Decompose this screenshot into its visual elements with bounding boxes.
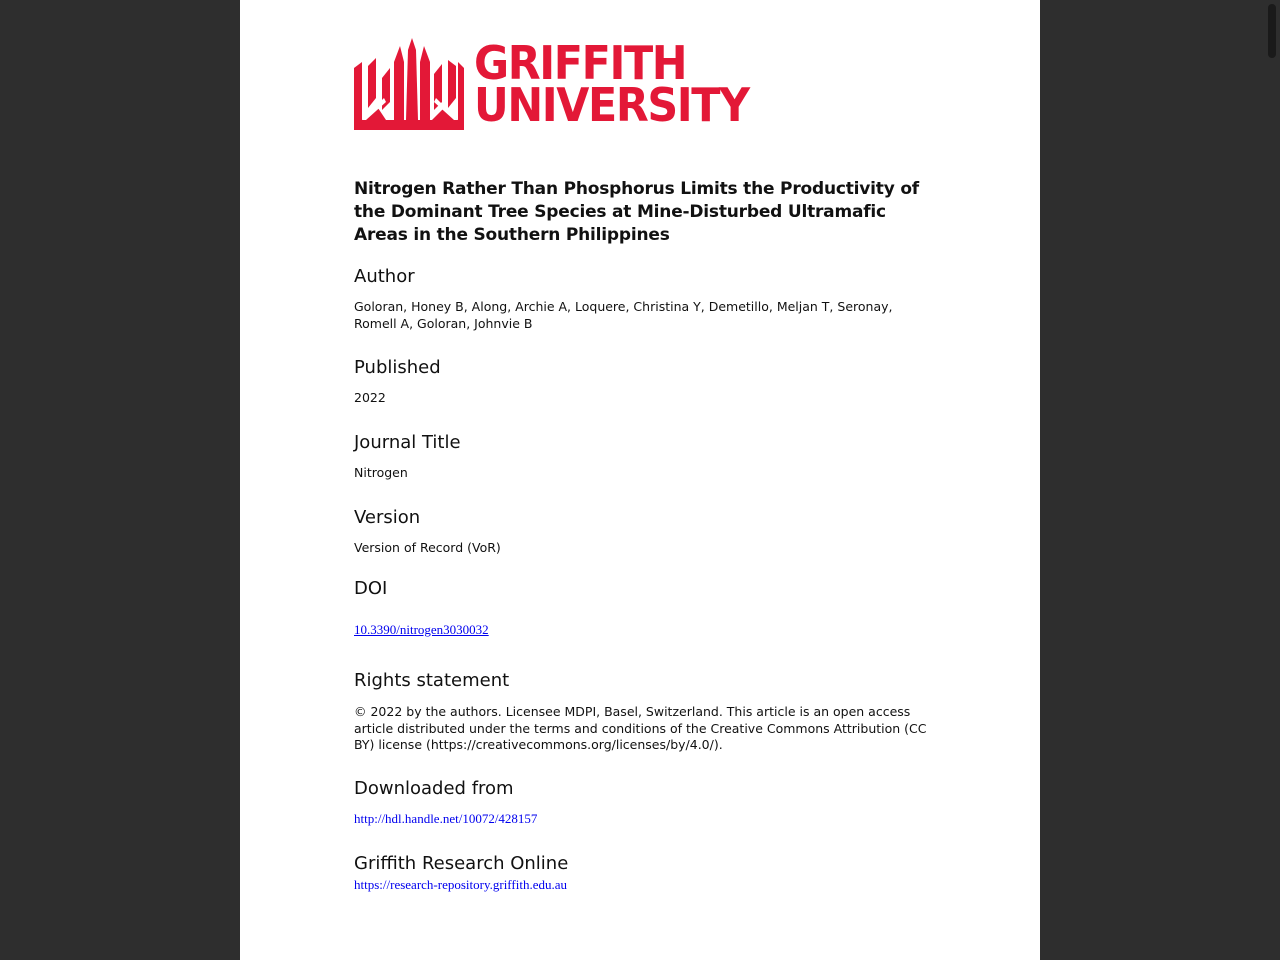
author-value: Goloran, Honey B, Along, Archie A, Loquere, Christina Y, Demetillo, Meljan T, Seronay, Romell A, Goloran, Johnvie B xyxy=(354,299,893,331)
journal-title-value: Nitrogen xyxy=(354,465,408,480)
downloaded-from-label: Downloaded from xyxy=(354,778,514,799)
doi-label: DOI xyxy=(354,578,388,599)
version-label: Version xyxy=(354,507,421,528)
author-label: Author xyxy=(354,266,415,287)
griffith-research-online-label: Griffith Research Online xyxy=(354,853,569,874)
logo-line-griffith: GRIFFITH xyxy=(474,36,687,90)
rights-statement-value: © 2022 by the authors. Licensee MDPI, Basel, Switzerland. This article is an open access article distributed under the terms and conditions of the Creative Commons Attribution (CC BY) license (https://creativecommons.org/licenses/by/4.0/). xyxy=(354,704,927,752)
griffith-logo-mark-icon xyxy=(354,38,466,130)
doi-link[interactable]: 10.3390/nitrogen3030032 xyxy=(354,622,489,637)
research-repository-link[interactable]: https://research-repository.griffith.edu.au xyxy=(354,877,567,892)
published-value: 2022 xyxy=(354,390,386,405)
vertical-scrollbar[interactable] xyxy=(1268,4,1276,58)
journal-title-label: Journal Title xyxy=(354,432,461,453)
downloaded-from-link[interactable]: http://hdl.handle.net/10072/428157 xyxy=(354,811,538,826)
logo-wordmark xyxy=(474,36,749,132)
logo-line-university: UNIVERSITY xyxy=(474,78,749,132)
rights-statement-label: Rights statement xyxy=(354,670,510,691)
document-page xyxy=(240,0,1040,960)
document-title: Nitrogen Rather Than Phosphorus Limits the Productivity of the Dominant Tree Species at Mine-Disturbed Ultramafic Areas in the Southern Philippines xyxy=(354,179,919,245)
griffith-university-logo xyxy=(354,38,774,132)
version-value: Version of Record (VoR) xyxy=(354,540,501,555)
published-label: Published xyxy=(354,357,441,378)
